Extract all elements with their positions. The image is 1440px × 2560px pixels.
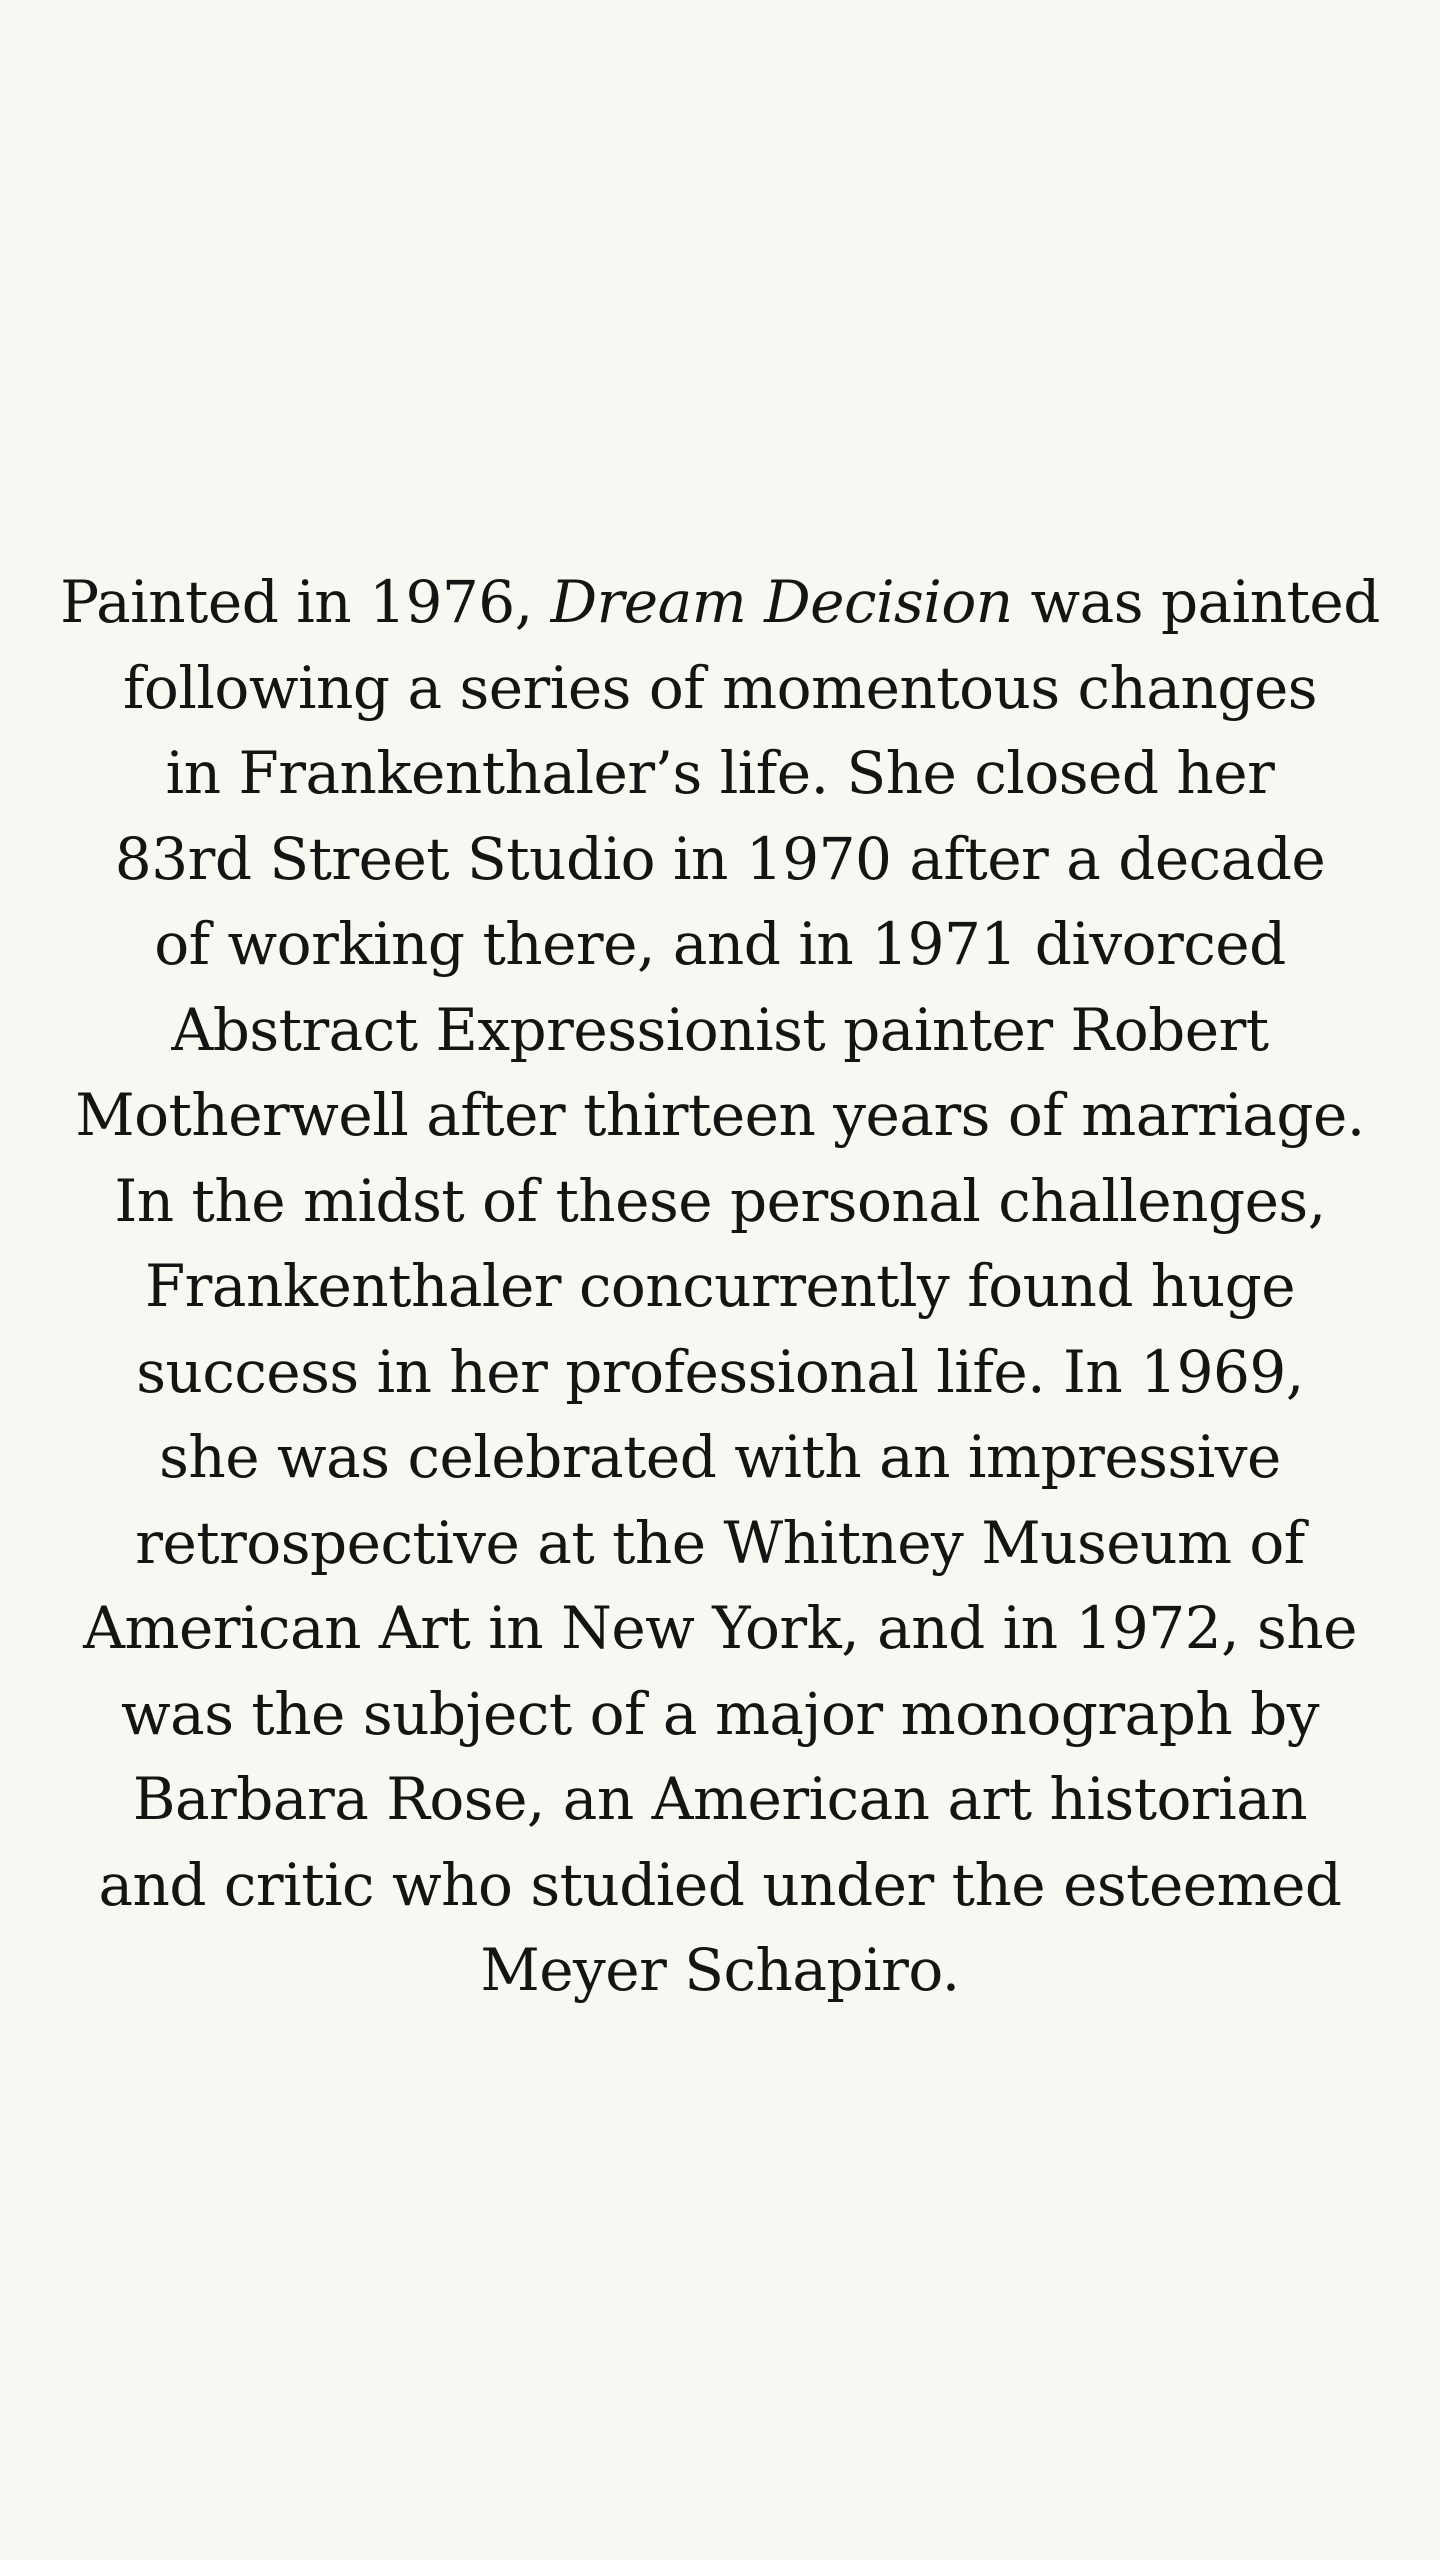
paragraph-line-14: was the subject of a major monograph by	[120, 1679, 1320, 1748]
paragraph-line-7: Motherwell after thirteen years of marriage.	[75, 1081, 1365, 1149]
paragraph-line-2: following a series of momentous changes	[122, 653, 1318, 722]
paragraph-line-17: Meyer Schapiro.	[480, 1936, 960, 2004]
paragraph-line-9: Frankenthaler concurrently found huge	[144, 1252, 1296, 1320]
artwork-description-paragraph	[60, 560, 1380, 2014]
paragraph-line-5: of working there, and in 1971 divorced	[154, 910, 1286, 978]
paragraph-line-8: In the midst of these personal challenges,	[114, 1166, 1326, 1235]
paragraph-line-16: and critic who studied under the esteemed	[98, 1850, 1342, 1919]
line-1-start: Painted in 1976,	[60, 568, 551, 636]
artwork-title: Dream Decision	[550, 568, 1013, 636]
paragraph-line-15: Barbara Rose, an American art historian	[132, 1765, 1308, 1833]
paragraph-line-12: retrospective at the Whitney Museum of	[135, 1508, 1305, 1577]
paragraph-line-3: in Frankenthaler’s life. She closed her	[165, 739, 1275, 807]
paragraph-line-1	[60, 560, 1380, 646]
line-1-end: was painted	[1012, 568, 1380, 636]
paragraph-line-6: Abstract Expressionist painter Robert	[171, 995, 1269, 1064]
paragraph-line-13: American Art in New York, and in 1972, she	[83, 1594, 1357, 1662]
paragraph-line-4: 83rd Street Studio in 1970 after a decade	[114, 824, 1326, 893]
paragraph-line-11: she was celebrated with an impressive	[159, 1423, 1281, 1491]
paragraph-line-10: success in her professional life. In 1969,	[136, 1337, 1304, 1406]
